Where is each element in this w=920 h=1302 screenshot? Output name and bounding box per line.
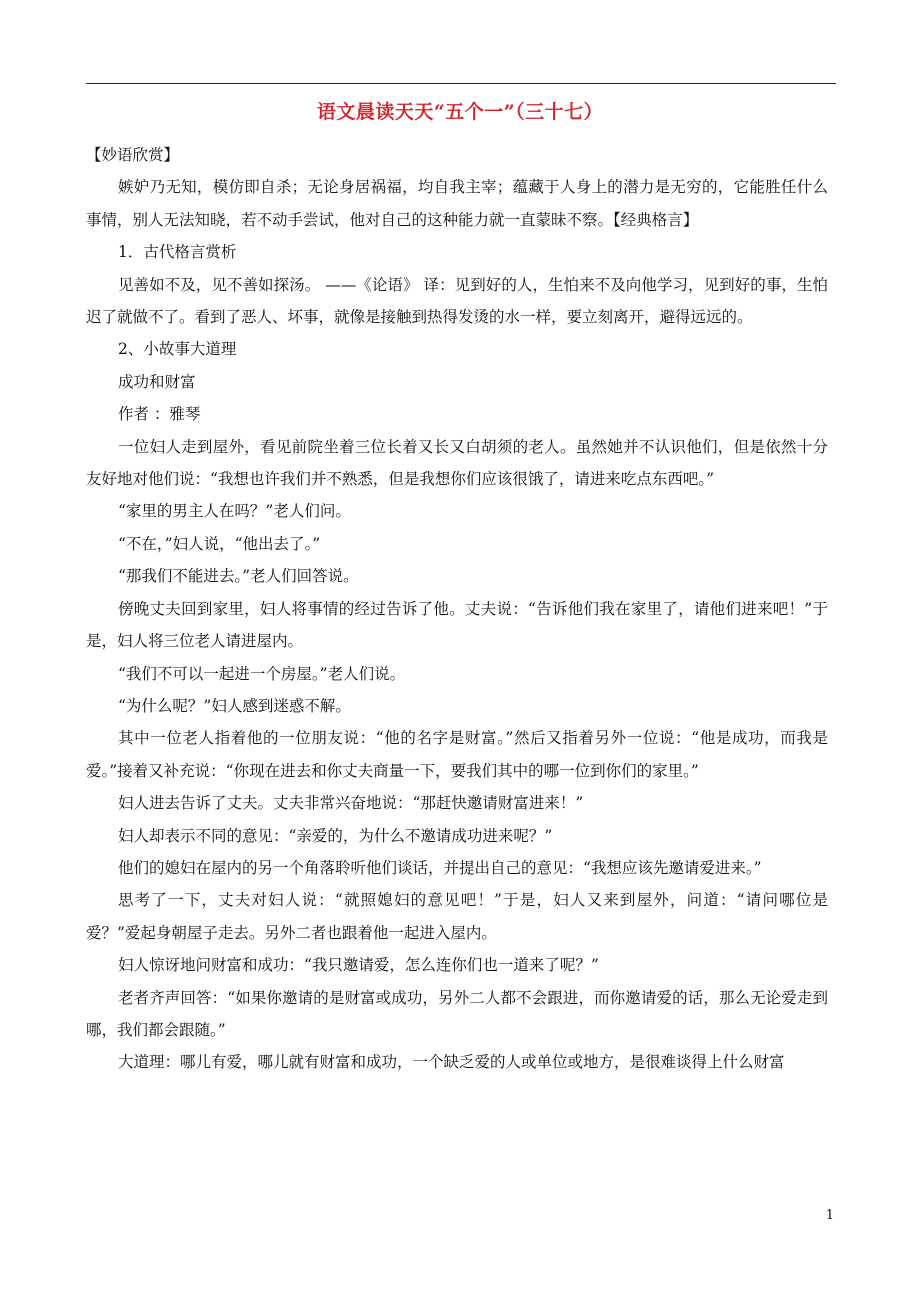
page-title: 语文晨读天天“五个一”（三十七） xyxy=(316,101,604,123)
story-title: 成功和财富 xyxy=(118,372,196,391)
item2-heading: 2、小故事大道理 xyxy=(118,340,237,359)
story-paragraph: 妇人进去告诉了丈夫。丈夫非常兴奋地说：“那赶快邀请财富进来！” xyxy=(118,794,584,813)
paragraph-miaoyu: 嫉妒乃无知，模仿即自杀；无论身居祸福，均自我主宰；蕴藏于人身上的潜力是无穷的，它能胜任什么事情，别人无法知晓，若不动手尝试，他对自己的这种能力就一直蒙昧不察。【经典格言】 xyxy=(86,178,828,229)
document-body xyxy=(86,139,828,1079)
story-paragraph: 傍晚丈夫回到家里，妇人将事情的经过告诉了他。丈夫说：“告诉他们我在家里了，请他们进来吧！”于是，妇人将三位老人请进屋内。 xyxy=(86,599,828,651)
item1-text: 见善如不及，见不善如探汤。 ——《论语》 译：见到好的人，生怕来不及向他学习，见到好的事，生怕迟了就做不了。看到了恶人、坏事，就像是接触到热得发烫的水一样，要立刻离开，避得远远的。 xyxy=(86,275,828,327)
story-author: 作者 ：雅琴 xyxy=(118,405,201,424)
story-paragraph: 他们的媳妇在屋内的另一个角落聆听他们谈话，并提出自己的意见：“我想应该先邀请爱进来。” xyxy=(118,858,762,877)
story-paragraph: 思考了一下，丈夫对妇人说：“就照媳妇的意见吧！”于是，妇人又来到屋外，问道：“请问哪位是爱？”爱起身朝屋子走去。另外二者也跟着他一起进入屋内。 xyxy=(86,891,828,942)
story-paragraph: 大道理：哪儿有爱，哪儿就有财富和成功，一个缺乏爱的人或单位或地方，是很难谈得上什么财富 xyxy=(118,1053,785,1072)
header-rule xyxy=(86,83,836,84)
story-paragraph: “那我们不能进去。”老人们回答说。 xyxy=(118,567,359,586)
page-number: 1 xyxy=(825,1208,834,1223)
story-paragraph: “我们不可以一起进一个房屋。”老人们说。 xyxy=(118,664,406,683)
story-paragraph: 一位妇人走到屋外，看见前院坐着三位长着又长又白胡须的老人。虽然她并不认识他们，但是依然十分友好地对他们说：“我想也许我们并不熟悉，但是我想你们应该很饿了，请进来吃点东西吧。” xyxy=(86,437,828,489)
story-paragraph: 老者齐声回答：“如果你邀请的是财富或成功，另外二人都不会跟进，而你邀请爱的话，那么无论爱走到哪，我们都会跟随。” xyxy=(86,988,828,1039)
story-paragraph: “为什么呢？”妇人感到迷惑不解。 xyxy=(118,696,351,715)
item1-heading: 1．古代格言赏析 xyxy=(118,243,237,262)
section-heading-miaoyu: 【妙语欣赏】 xyxy=(86,146,180,164)
story-paragraph: 妇人却表示不同的意见：“亲爱的，为什么不邀请成功进来呢？” xyxy=(118,826,553,845)
story-paragraph: “不在，”妇人说，“他出去了。” xyxy=(118,534,321,553)
story-paragraph: 妇人惊讶地问财富和成功：“我只邀请爱，怎么连你们也一道来了呢？” xyxy=(118,956,599,975)
story-paragraph: 其中一位老人指着他的一位朋友说：“他的名字是财富。”然后又指着另外一位说：“他是成功，而我是爱。”接着又补充说：“你现在进去和你丈夫商量一下，要我们其中的哪一位到你们的家里。” xyxy=(86,729,828,780)
story-paragraph: “家里的男主人在吗？”老人们问。 xyxy=(118,502,351,521)
